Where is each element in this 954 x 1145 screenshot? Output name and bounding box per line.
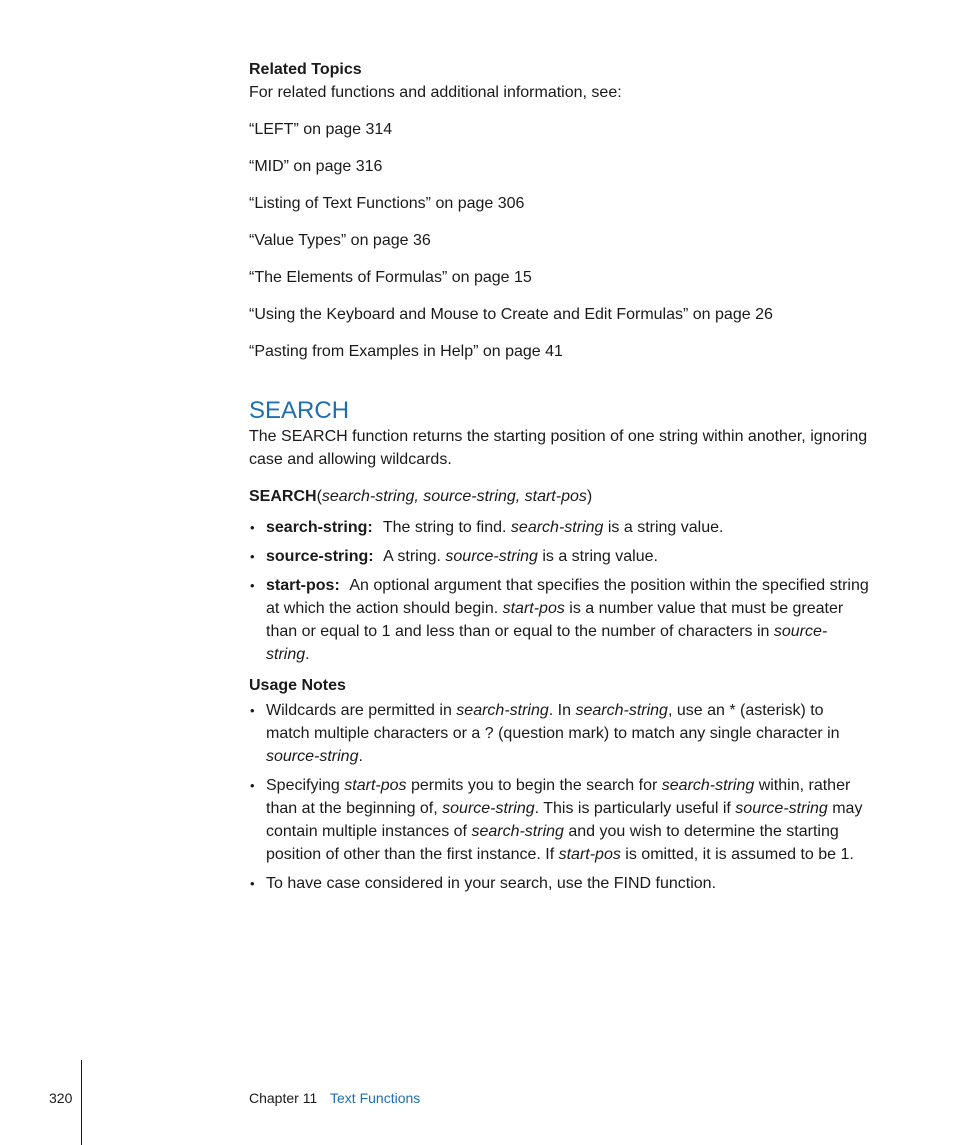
argument-name: start-pos: <box>266 577 340 594</box>
related-link-keyboard-mouse[interactable]: “Using the Keyboard and Mouse to Create and Edit Formulas” on page 26 <box>249 306 773 323</box>
argument-italic: search-string <box>510 519 604 536</box>
page-number: 320 <box>49 1090 73 1106</box>
argument-text: The string to find. <box>382 519 511 536</box>
note-italic: source-string <box>442 800 535 817</box>
argument-item <box>249 545 869 568</box>
note-text: . <box>358 748 363 765</box>
syntax-close-paren: ) <box>586 488 593 505</box>
argument-item <box>249 574 869 666</box>
note-italic: search-string <box>661 777 755 794</box>
argument-name: source-string: <box>266 548 374 565</box>
note-text: within, rather than at the beginning of, <box>266 777 851 817</box>
usage-notes-list <box>249 699 869 895</box>
note-text: permits you to begin the search for <box>406 777 662 794</box>
argument-italic: source-string <box>445 548 538 565</box>
argument-text: . <box>305 646 310 663</box>
argument-text: An optional argument that specifies the position within the specified string at which the action should begin. <box>266 577 869 617</box>
note-text: and you wish to determine the starting position of other than the first instance. If <box>266 823 839 863</box>
related-link-listing-text-functions[interactable]: “Listing of Text Functions” on page 306 <box>249 195 525 212</box>
argument-list <box>249 516 869 666</box>
note-italic: source-string <box>735 800 828 817</box>
note-italic: source-string <box>266 748 359 765</box>
argument-text: is a string value. <box>603 519 724 536</box>
footer-chapter: Chapter 11 <box>249 1090 318 1106</box>
usage-note <box>249 699 869 768</box>
function-syntax <box>249 485 869 508</box>
footer-divider <box>81 1060 82 1145</box>
argument-italic: start-pos <box>502 600 565 617</box>
note-italic: search-string <box>575 702 668 719</box>
related-topics-intro: For related functions and additional information, see: <box>249 84 622 101</box>
section-title: SEARCH <box>249 397 350 424</box>
related-link-mid[interactable]: “MID” on page 316 <box>249 158 383 175</box>
related-topics-list <box>249 118 869 363</box>
argument-item <box>249 516 869 539</box>
note-text: may contain multiple instances of <box>266 800 863 840</box>
related-topics-heading: Related Topics <box>249 61 362 78</box>
usage-notes-heading: Usage Notes <box>249 677 346 694</box>
note-text: is omitted, it is assumed to be 1. <box>620 846 854 863</box>
argument-name: search-string: <box>266 519 373 536</box>
usage-note: • To have case considered in your search, use the FIND function. <box>249 872 869 895</box>
related-link-pasting-examples[interactable]: “Pasting from Examples in Help” on page 41 <box>249 343 563 360</box>
syntax-arguments: search-string, source-string, start-pos <box>321 488 587 505</box>
note-italic: start-pos <box>344 777 407 794</box>
related-link-left[interactable]: “LEFT” on page 314 <box>249 121 393 138</box>
note-text: . This is particularly useful if <box>534 800 736 817</box>
syntax-function-name: SEARCH <box>249 488 317 505</box>
function-description: The SEARCH function returns the starting position of one string within another, ignoring case and allowing wildcards. <box>249 428 868 468</box>
note-text: Wildcards are permitted in <box>266 702 457 719</box>
note-text: . In <box>548 702 576 719</box>
argument-italic: source-string <box>266 623 828 663</box>
argument-text: A string. <box>383 548 446 565</box>
argument-text: is a number value that must be greater than or equal to 1 and less than or equal to the number of characters in <box>266 600 844 640</box>
note-text: Specifying <box>266 777 345 794</box>
usage-note <box>249 774 869 866</box>
related-link-elements-of-formulas[interactable]: “The Elements of Formulas” on page 15 <box>249 269 532 286</box>
note-text: , use an * (asterisk) to match multiple characters or a ? (question mark) to match any single character in <box>266 702 840 742</box>
syntax-open-paren: ( <box>316 488 322 505</box>
note-italic: start-pos <box>558 846 621 863</box>
argument-text: is a string value. <box>537 548 658 565</box>
page-content <box>249 58 869 901</box>
footer-chapter-title[interactable]: Text Functions <box>330 1090 421 1106</box>
related-link-value-types[interactable]: “Value Types” on page 36 <box>249 232 431 249</box>
note-italic: search-string <box>471 823 564 840</box>
note-italic: search-string <box>456 702 549 719</box>
